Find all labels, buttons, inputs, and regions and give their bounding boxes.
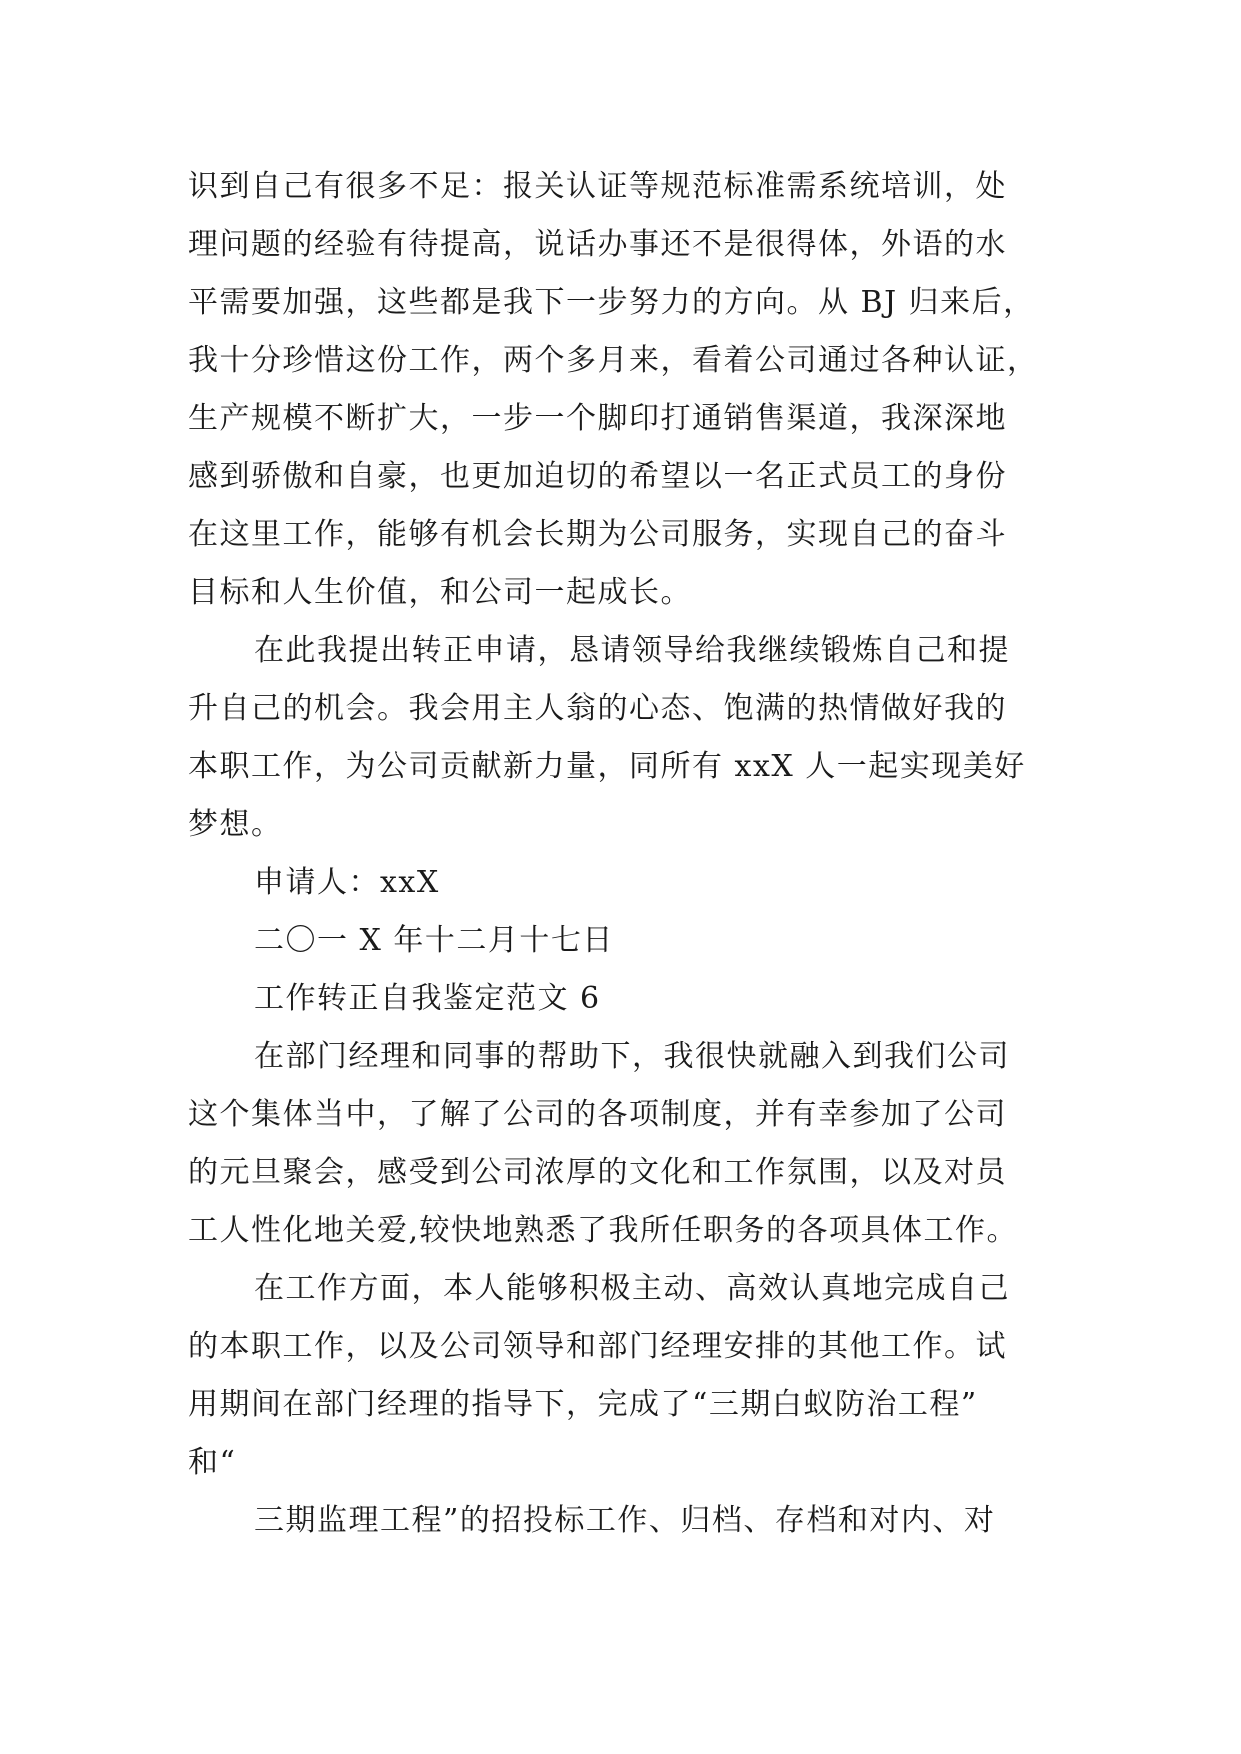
text-line: 在此我提出转正申请，恳请领导给我继续锻炼自己和提 [254,633,1010,668]
text-line: 三期监理工程”的招投标工作、归档、存档和对内、对 [254,1503,996,1538]
text-line: 升自己的机会。我会用主人翁的心态、饱满的热情做好我的 [188,691,1007,726]
date-line: 二〇一 X 年十二月十七日 [254,923,614,958]
document-body [188,158,1068,1550]
text-line: 用期间在部门经理的指导下，完成了“三期白蚁防治工程” [188,1387,978,1422]
text-line: 和“ [188,1445,237,1480]
text-line: 的元旦聚会，感受到公司浓厚的文化和工作氛围，以及对员 [188,1155,1007,1190]
text-line: 平需要加强，这些都是我下一步努力的方向。从 BJ 归来后， [188,285,1035,320]
text-line: 目标和人生价值，和公司一起成长。 [188,575,692,610]
text-line: 在部门经理和同事的帮助下，我很快就融入到我们公司 [254,1039,1010,1074]
text-line: 感到骄傲和自豪，也更加迫切的希望以一名正式员工的身份 [188,459,1007,494]
text-line: 在工作方面，本人能够积极主动、高效认真地完成自己 [254,1271,1010,1306]
text-line: 在这里工作，能够有机会长期为公司服务，实现自己的奋斗 [188,517,1007,552]
text-line: 的本职工作，以及公司领导和部门经理安排的其他工作。试 [188,1329,1007,1364]
applicant-line: 申请人：xxX [254,865,440,900]
text-line: 理问题的经验有待提高，说话办事还不是很得体，外语的水 [188,227,1007,262]
text-line: 我十分珍惜这份工作，两个多月来，看着公司通过各种认证， [188,343,1039,378]
section-heading: 工作转正自我鉴定范文 6 [254,981,601,1016]
text-line: 识到自己有很多不足：报关认证等规范标准需系统培训，处 [188,169,1007,204]
text-line: 梦想。 [188,807,283,842]
text-line: 本职工作，为公司贡献新力量，同所有 xxX 人一起实现美好 [188,749,1026,784]
text-line: 这个集体当中，了解了公司的各项制度，并有幸参加了公司 [188,1097,1007,1132]
text-line: 工人性化地关爱,较快地熟悉了我所任职务的各项具体工作。 [188,1213,1019,1248]
text-line: 生产规模不断扩大，一步一个脚印打通销售渠道，我深深地 [188,401,1007,436]
